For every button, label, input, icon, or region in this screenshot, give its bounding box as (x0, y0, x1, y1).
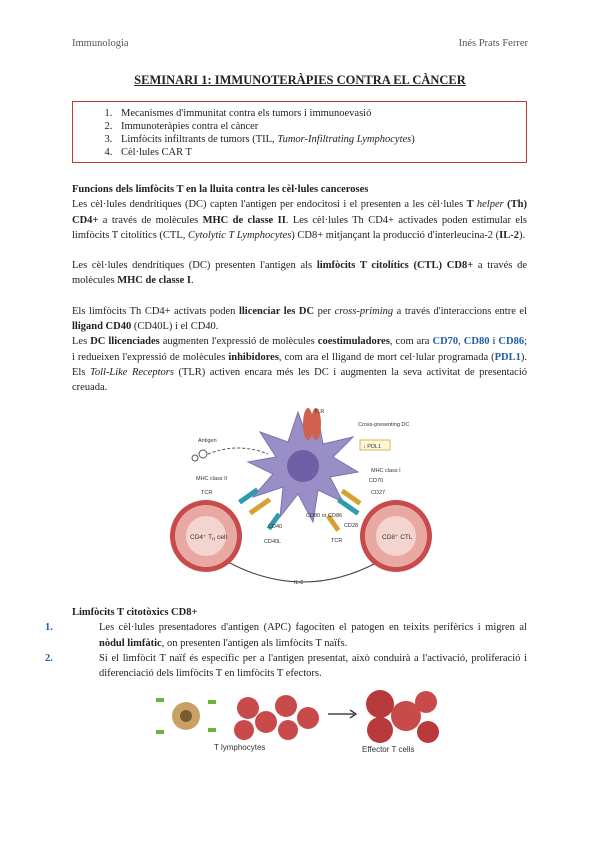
section-heading: Limfòcits T citotòxics CD8+ (72, 607, 198, 618)
header-author: Inés Prats Ferrer (458, 38, 528, 49)
outline-item: 3. Limfòcits infiltrants de tumors (TIL, Tumor-Infiltrating Lymphocytes) (115, 133, 526, 146)
antigen-presenting-cell (156, 698, 216, 734)
figure-label: TCR (331, 538, 343, 544)
page-title: SEMINARI 1: IMMUNOTERÀPIES CONTRA EL CÀNCER (134, 73, 466, 87)
paragraph: Les DC llicenciades augmenten l'expressió de molècules coestimuladores, com ara CD70, CD80 i CD86; i redueixen l'expressió de molècules inhibidores, com ara el lligand de mort cel·lular programada (PDL1). Els Toll-Like Receptors (TLR) activen encara més les DC i augmenten la seva activitat de presentació creuada. (72, 336, 528, 394)
figure-label: ↓ PDL1 (363, 444, 382, 450)
figure-label: CD27 (371, 490, 386, 496)
outline-box (72, 101, 527, 163)
figure-label: CD70 (369, 478, 384, 484)
list-item: 2. Si el limfòcit T naïf és específic per a l'antigen presentat, això conduirà a l'activació, proliferació i diferenciació dels limfòcits T en limfòcits T efectors. (45, 652, 527, 680)
figure-label: Effector T cells (362, 745, 415, 754)
figure-label: TLR (314, 409, 325, 415)
section-cd8-ctl (45, 605, 527, 681)
outline-item: 4. Cèl·lules CAR T (115, 146, 526, 159)
svg-text:CD8⁺ CTL: CD8⁺ CTL (382, 534, 413, 541)
dc-licensing-figure (168, 402, 438, 588)
outline-item: 2. Immunoteràpies contra el càncer (115, 120, 526, 133)
paragraph: Els limfòcits Th CD4+ activats poden llicenciar les DC per cross-priming a través d'interaccions entre el lligand CD40 (CD40L) i el CD40. (72, 305, 527, 333)
svg-text:CD4⁺ TH cell: CD4⁺ $T_H$ cell (190, 534, 227, 542)
figure-label: CD40 (268, 524, 283, 530)
cd8-ctl-cell (360, 500, 432, 572)
figure-label: IL-2 (294, 580, 304, 586)
figure-label: CD28 (344, 523, 359, 529)
naive-t-cells (234, 695, 319, 740)
figure-label: MHC class II (196, 476, 228, 482)
figure-label: CD80 or CD86 (306, 513, 343, 519)
figure-label: CD40L (264, 539, 282, 545)
figure-label: T lymphocytes (214, 743, 266, 752)
paragraph: Les cèl·lules dendrítiques (DC) presenten l'antigen als limfòcits T citolítics (CTL) CD8+ a través de molècules MHC de classe I. (72, 260, 527, 287)
t-cell-activation-figure (148, 688, 444, 754)
paragraph: Les cèl·lules dendrítiques (DC) capten l'antigen per endocitosi i el presenten a les cèl·lules T helper (Th) CD4+ a través de molècules MHC de classe II. Les cèl·lules Th CD4+ activades poden estimular els limfòcits T citolítics (CTL, Cytolytic T Lymphocytes) CD8+ mitjançant la producció d'interleucina-2 (IL-2). (72, 199, 528, 241)
outline-list (73, 107, 526, 159)
cd4-t-cell (170, 500, 242, 572)
figure-label: MHC class I (371, 468, 401, 474)
effector-t-cells (366, 690, 439, 743)
figure-label: Cross-presenting DC (358, 422, 410, 428)
list-item: 1. Les cèl·lules presentadores d'antigen (APC) fagociten el patogen en teixits perifèrics i migren al nòdul limfàtic, on presenten l'antigen als limfòcits T naïfs. (45, 622, 527, 649)
outline-item: 1. Mecanismes d'immunitat contra els tumors i immunoevasió (115, 107, 526, 120)
figure-label: Antigen (198, 438, 217, 444)
figure-label: TCR (201, 490, 213, 496)
section-heading: Funcions dels limfòcits T en la lluita contra les cèl·lules canceroses (72, 184, 369, 195)
section-t-cell-functions (72, 182, 527, 396)
header-course: Immunologia (72, 38, 129, 49)
